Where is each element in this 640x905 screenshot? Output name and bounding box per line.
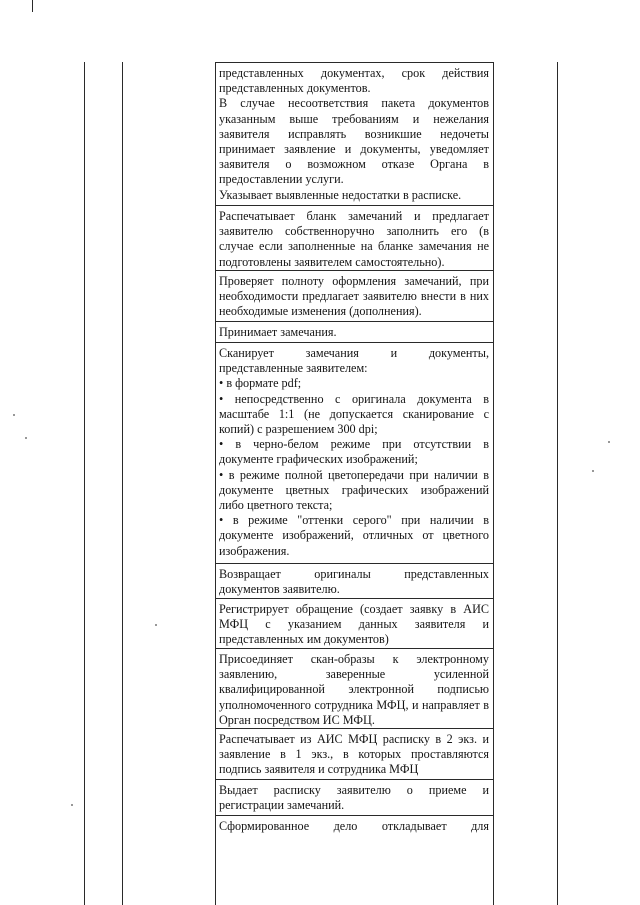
list-item: • в формате pdf; [219, 376, 489, 391]
cell-verify-remarks [219, 274, 489, 320]
table-column-divider-1 [122, 62, 123, 905]
list-item: • в режиме полной цветопередачи при наличии в документе цветных графических изображений либо цветного текста; [219, 468, 489, 514]
list-item: • в черно-белом режиме при отсутствии в документе графических изображений; [219, 437, 489, 467]
row-divider [215, 62, 494, 63]
cell-paragraph: Регистрирует обращение (создает заявку в АИС МФЦ с указанием данных заявителя и представленных им документов) [219, 602, 489, 647]
table-border-right [557, 62, 558, 905]
list-item: • непосредственно с оригинала документа в масштабе 1:1 (не допускается сканирование с копий) с разрешением 300 dpi; [219, 392, 489, 438]
cell-paragraph: Выдает расписку заявителю о приеме и регистрации замечаний. [219, 783, 489, 813]
cell-paragraph: Указывает выявленные недостатки в расписке. [219, 187, 462, 202]
cell-paragraph: Сформированное дело откладывает для [219, 819, 489, 833]
cell-print-remarks-form [219, 209, 489, 270]
page-edge-stub [32, 0, 33, 12]
scan-speck [155, 624, 157, 626]
list-item: • в режиме "оттенки серого" при наличии в документе изображений, отличных от цветного изображения. [219, 513, 489, 559]
cell-paragraph: Проверяет полноту оформления замечаний, при необходимости предлагает заявителю внести в них необходимые изменения (дополнения). [219, 274, 489, 319]
row-divider [215, 779, 494, 780]
cell-paragraph: представленных документах, срок действия представленных документов. [219, 66, 489, 96]
cell-paragraph: Распечатывает бланк замечаний и предлагает заявителю собственноручно заполнить его (в случае если заполненные на бланке замечания не подготовлены заявителем самостоятельно). [219, 209, 489, 269]
cell-paragraph: Принимает замечания. [219, 325, 337, 339]
cell-return-originals [219, 567, 489, 597]
cell-accept-remarks [219, 325, 489, 340]
cell-paragraph: Сканирует замечания и документы, представленные заявителем: [219, 346, 489, 376]
scan-requirements-list [219, 376, 489, 558]
cell-paragraph: Возвращает оригиналы представленных документов заявителю. [219, 567, 489, 597]
row-divider [215, 321, 494, 322]
cell-scan-documents [219, 346, 489, 559]
cell-issue-receipt [219, 783, 489, 813]
row-divider [215, 205, 494, 206]
row-divider [215, 598, 494, 599]
table-border-left [84, 62, 85, 905]
cell-print-receipt [219, 732, 489, 778]
scan-speck [13, 414, 15, 416]
scan-speck [71, 804, 73, 806]
scan-speck [592, 470, 594, 472]
cell-attach-scans [219, 652, 489, 728]
row-divider [215, 342, 494, 343]
cell-check-documents [219, 66, 489, 203]
cell-paragraph: В случае несоответствия пакета документов указанным выше требованиям и нежелания заявителя исправлять возникшие недочеты принимает заявление и документы, уведомляет заявителя о возможном отказе Органа в предоставлении услуги. [219, 96, 489, 187]
row-divider [215, 270, 494, 271]
cell-file-case [219, 819, 489, 834]
cell-register-request [219, 602, 489, 648]
row-divider [215, 815, 494, 816]
row-divider [215, 648, 494, 649]
scan-speck [608, 441, 610, 443]
row-divider [215, 563, 494, 564]
cell-paragraph: Присоединяет скан-образы к электронному заявлению, заверенные усиленной квалифицированной электронной подписью уполномоченного сотрудника МФЦ, и направляет в Орган посредством ИС МФЦ. [219, 652, 489, 727]
row-divider [215, 728, 494, 729]
cell-paragraph: Распечатывает из АИС МФЦ расписку в 2 экз. и заявление в 1 экз., в которых проставляются подпись заявителя и сотрудника МФЦ [219, 732, 489, 777]
scan-speck [25, 437, 27, 439]
